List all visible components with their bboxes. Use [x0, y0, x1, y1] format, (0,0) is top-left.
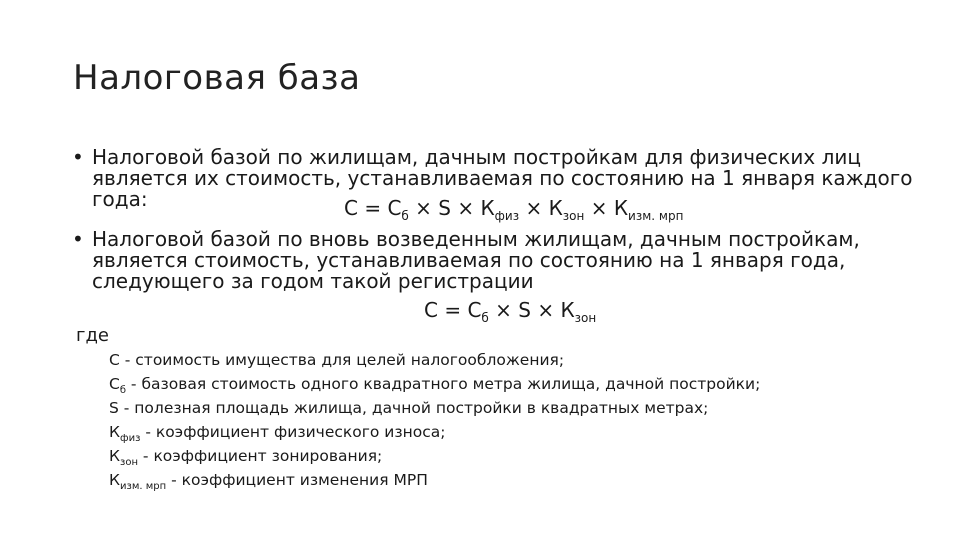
definition-item [109, 398, 869, 422]
definition-text: - коэффициент физического износа; [140, 423, 446, 441]
where-label: где [76, 325, 109, 346]
definition-symbol: К [109, 471, 121, 489]
slide-title: Налоговая база [73, 58, 361, 98]
formula-part: × К [584, 196, 629, 220]
bullet-line: Налоговой базой по вновь возведенным жилищам, дачным постройкам, [92, 227, 860, 251]
bullet-dot-icon: • [72, 145, 84, 169]
definition-text: - коэффициент изменения МРП [166, 471, 428, 489]
formula-subscript: физ [494, 209, 520, 223]
formula-part: С = С [344, 196, 402, 220]
definition-item [109, 446, 869, 470]
definition-symbol: К [109, 423, 121, 441]
bullet-line: является их стоимость, устанавливаемая по состоянию на 1 января каждого года: [92, 166, 913, 211]
formula-base-value [344, 196, 684, 223]
definition-subscript: изм. мрп [120, 481, 167, 492]
definition-symbol: К [109, 447, 121, 465]
formula-part: × К [519, 196, 563, 220]
definition-subscript: б [119, 385, 126, 396]
formula-subscript: зон [562, 209, 585, 223]
definition-symbol: S [109, 399, 119, 417]
bullet-line: следующего за годом такой регистрации [92, 269, 534, 293]
formula-subscript: зон [574, 311, 597, 325]
formula-part: С = С [424, 298, 482, 322]
bullet-line: является стоимость, устанавливаемая по состоянию на 1 января года, [92, 248, 846, 272]
definition-text: - полезная площадь жилища, дачной постройки в квадратных метрах; [118, 399, 709, 417]
definitions-list [109, 350, 869, 494]
definition-subscript: физ [120, 433, 141, 444]
formula-subscript: б [401, 209, 409, 223]
definition-text: - базовая стоимость одного квадратного метра жилища, дачной постройки; [126, 375, 761, 393]
formula-part: × S × К [408, 196, 495, 220]
formula-subscript: изм. мрп [628, 209, 684, 223]
definition-subscript: зон [120, 457, 138, 468]
definition-symbol: С [109, 375, 120, 393]
formula-part: × S × К [488, 298, 575, 322]
bullet-line: Налоговой базой по жилищам, дачным постройкам для физических лиц [92, 145, 862, 169]
definition-text: - стоимость имущества для целей налогообложения; [119, 351, 565, 369]
definition-item [109, 374, 869, 398]
definition-text: - коэффициент зонирования; [138, 447, 383, 465]
formula-subscript: б [481, 311, 489, 325]
bullet-text [92, 229, 942, 292]
bullet-dot-icon: • [72, 227, 84, 251]
definition-symbol: С [109, 351, 120, 369]
definition-item [109, 422, 869, 446]
formula-new-building [424, 298, 597, 325]
definition-item [109, 350, 869, 374]
definition-item [109, 470, 869, 494]
